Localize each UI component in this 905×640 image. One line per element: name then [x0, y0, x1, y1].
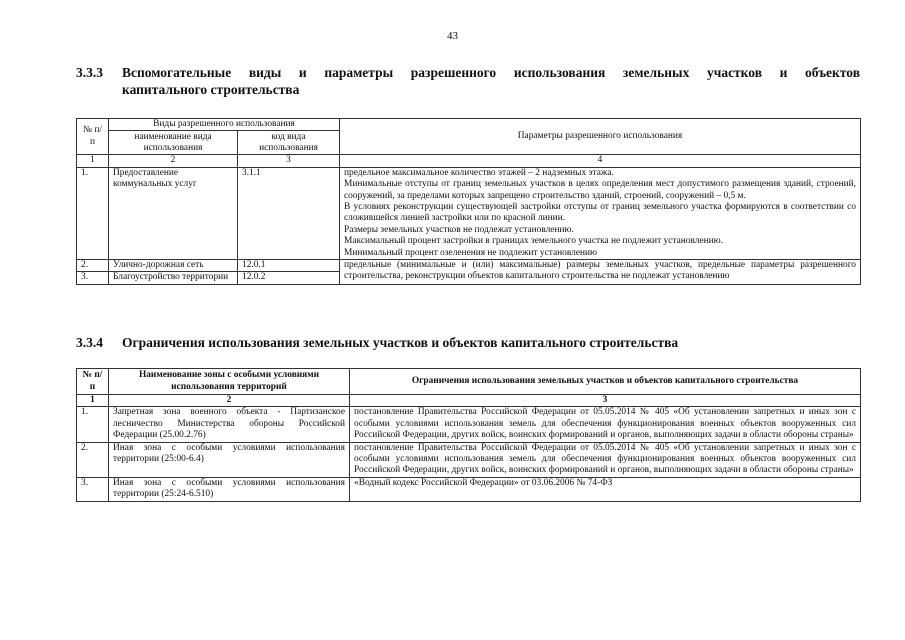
table-row — [77, 442, 861, 477]
row-num: 3. — [77, 272, 109, 284]
column-index: 4 — [340, 155, 861, 167]
row-num: 2. — [77, 260, 109, 272]
column-index: 1 — [77, 155, 109, 167]
table-row — [77, 407, 861, 442]
table-row — [77, 477, 861, 501]
zone-name: Запретная зона военного объекта - Партизанское лесничество Министерства обороны Российской Федерации (25.00.2.76) — [109, 407, 350, 442]
use-name: Предоставление коммунальных услуг — [109, 167, 238, 259]
header-name: наименование вида использования — [109, 131, 238, 155]
permitted-use-table — [76, 118, 861, 285]
header-params: Параметры разрешенного использования — [340, 119, 861, 155]
row-num: 3. — [77, 477, 109, 501]
table-row — [77, 155, 861, 167]
section-title-line2: капитального строительства — [122, 82, 300, 97]
column-index: 3 — [350, 395, 861, 407]
header-num: № п/п — [77, 369, 109, 395]
use-code: 12.0.1 — [238, 260, 340, 272]
page-number: 43 — [447, 30, 458, 42]
column-index: 2 — [109, 155, 238, 167]
header-num: № п/п — [77, 119, 109, 155]
table-row — [77, 395, 861, 407]
param-line: В условиях реконструкции существующей застройки отступы от границ земельного участка формируются в соответствии со сложившейся линией застройки или по красной линии. — [344, 202, 856, 224]
restriction-text: «Водный кодекс Российской Федерации» от 03.06.2006 № 74-ФЗ — [350, 477, 861, 501]
header-zone: Наименование зоны с особыми условиями использования территорий — [109, 369, 350, 395]
section-title: Ограничения использования земельных участков и объектов капитального строительства — [122, 335, 679, 350]
zone-name: Иная зона с особыми условиями использования территории (25:24-6.510) — [109, 477, 350, 501]
param-line: Размеры земельных участков не подлежат установлению. — [344, 224, 574, 235]
section-title-line1: Вспомогательные виды и параметры разрешенного использования земельных участков и объектов — [122, 65, 860, 80]
section-heading-3-3-4 — [76, 334, 860, 351]
header-code: код вида использования — [238, 131, 340, 155]
column-index: 2 — [109, 395, 350, 407]
param-line: Минимальные отступы от границ земельных участков в целях определения мест допустимого размещения зданий, строений, сооружений, за пределами которых запрещено строительство зданий, строений, сооружений – 0,5 м. — [344, 179, 856, 201]
restrictions-table — [76, 368, 861, 502]
use-params — [340, 167, 861, 259]
section-number: 3.3.4 — [76, 335, 103, 350]
param-line: Минимальный процент озеленения не подлежит установлению — [344, 247, 598, 258]
use-code: 3.1.1 — [238, 167, 340, 259]
column-index: 3 — [238, 155, 340, 167]
header-restrictions: Ограничения использования земельных участков и объектов капитального строительства — [350, 369, 861, 395]
column-index: 1 — [77, 395, 109, 407]
section-heading-3-3-3 — [76, 64, 860, 98]
shared-params: предельные (минимальные и (или) максимальные) размеры земельных участков, предельные параметры разрешенного строительства, реконструкции объектов капитального строительства не подлежат установлению — [340, 260, 861, 285]
param-line: Максимальный процент застройки в границах земельного участка не подлежит установлению. — [344, 236, 723, 247]
table-row — [77, 167, 861, 259]
restriction-text: постановление Правительства Российской Федерации от 05.05.2014 № 405 «Об установлении запретных и иных зон с особыми условиями использования земель для обеспечения функционирования военных объектов вооруженных сил Российской Федерации, других войск, воинских формирований и органов, выполняющих задачи в области обороны страны» — [350, 442, 861, 477]
use-name: Улично-дорожная сеть — [109, 260, 238, 272]
section-number: 3.3.3 — [76, 65, 103, 80]
use-name: Благоустройство территории — [109, 272, 238, 284]
restriction-text: постановление Правительства Российской Федерации от 05.05.2014 № 405 «Об установлении запретных и иных зон с особыми условиями использования земель для обеспечения функционирования военных объектов вооруженных сил Российской Федерации, других войск, воинских формирований и органов, выполняющих задачи в области обороны страны» — [350, 407, 861, 442]
use-code: 12.0.2 — [238, 272, 340, 284]
row-num: 2. — [77, 442, 109, 477]
zone-name: Иная зона с особыми условиями использования территории (25:00-6.4) — [109, 442, 350, 477]
header-types-group: Виды разрешенного использования — [109, 119, 340, 131]
row-num: 1. — [77, 407, 109, 442]
param-line: предельное максимальное количество этажей – 2 надземных этажа. — [344, 167, 614, 178]
table-row — [77, 260, 861, 272]
row-num: 1. — [77, 167, 109, 259]
